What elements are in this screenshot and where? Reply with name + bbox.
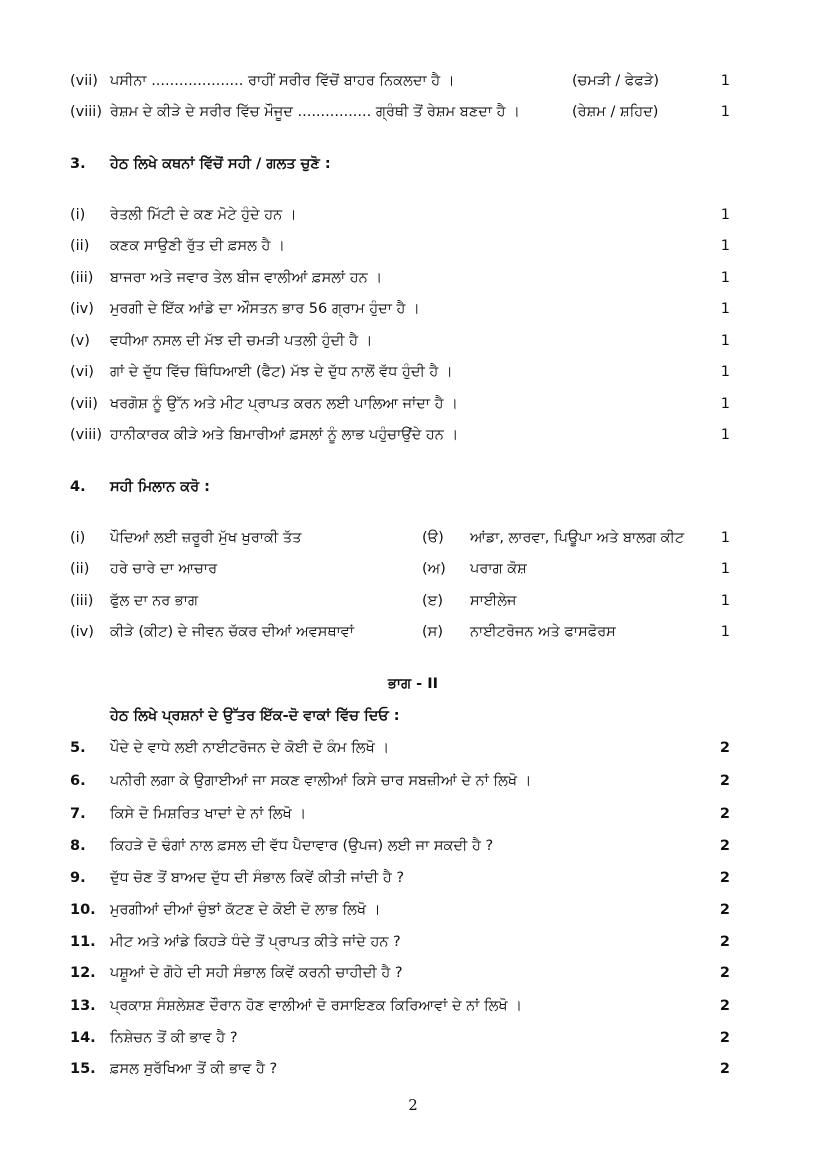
question-marks: 2: [719, 1061, 730, 1077]
question-number: 13.: [70, 998, 96, 1014]
match-column-b: ਨਾਈਟਰੋਜਨ ਅਤੇ ਫਾਸਫੋਰਸ: [470, 624, 616, 640]
match-column-b: ਪਰਾਗ ਕੋਸ਼: [470, 561, 527, 577]
item-marks: 1: [720, 427, 730, 443]
match-column-a: ਫੁੱਲ ਦਾ ਨਰ ਭਾਗ: [110, 593, 199, 609]
item-number: (iv): [70, 301, 94, 317]
item-number: (vii): [70, 73, 98, 89]
short-question: [0, 803, 826, 825]
short-question: [0, 737, 826, 759]
item-number: (iii): [70, 593, 94, 609]
question-number: 10.: [70, 902, 96, 918]
blank-item: [0, 101, 826, 123]
item-marks: 1: [720, 238, 730, 254]
true-false-item: [0, 235, 826, 257]
blank-item: [0, 70, 826, 92]
short-question: [0, 899, 826, 921]
question-text: ਪੌਦੇ ਦੇ ਵਾਧੇ ਲਈ ਨਾਈਟਰੋਜਨ ਦੇ ਕੋਈ ਦੋ ਕੰਮ ਲਿਖੋ ।: [110, 740, 390, 756]
item-text: ਵਧੀਆ ਨਸਲ ਦੀ ਮੱਝ ਦੀ ਚਮੜੀ ਪਤਲੀ ਹੁੰਦੀ ਹੈ ।: [110, 333, 373, 349]
item-number: (vi): [70, 364, 94, 380]
match-item: [0, 527, 826, 549]
item-number: (ii): [70, 238, 90, 254]
question-text: ਫ਼ਸਲ ਸੁਰੱਖਿਆ ਤੋਂ ਕੀ ਭਾਵ ਹੈ ?: [110, 1061, 278, 1077]
item-marks: 1: [720, 561, 730, 577]
item-marks: 1: [720, 624, 730, 640]
item-text: ਕਣਕ ਸਾਉਣੀ ਰੁੱਤ ਦੀ ਫ਼ਸਲ ਹੈ ।: [110, 238, 285, 254]
item-marks: 1: [720, 207, 730, 223]
short-question: [0, 1058, 826, 1080]
short-question: [0, 867, 826, 889]
item-marks: 1: [720, 364, 730, 380]
item-text: ਖਰਗੋਸ਼ ਨੂੰ ਉੱਨ ਅਤੇ ਮੀਟ ਪ੍ਰਾਪਤ ਕਰਨ ਲਈ ਪਾਲਿਆ ਜਾਂਦਾ ਹੈ ।: [110, 396, 458, 412]
item-text: ਰੇਸ਼ਮ ਦੇ ਕੀੜੇ ਦੇ ਸਰੀਰ ਵਿੱਚ ਮੌਜੂਦ ................ ਗ੍ਰੰਥੀ ਤੋਂ ਰੇਸ਼ਮ ਬਣਦਾ ਹੈ ।: [110, 104, 520, 120]
short-question: [0, 1027, 826, 1049]
item-number: (i): [70, 207, 86, 223]
true-false-item: [0, 424, 826, 446]
question-marks: 2: [719, 902, 730, 918]
question-text: ਪਸ਼ੂਆਂ ਦੇ ਗੋਹੇ ਦੀ ਸਹੀ ਸੰਭਾਲ ਕਿਵੇਂ ਕਰਨੀ ਚਾਹੀਦੀ ਹੈ ?: [110, 965, 403, 981]
match-column-b: ਆਂਡਾ, ਲਾਰਵਾ, ਪਿਊਪਾ ਅਤੇ ਬਾਲਗ ਕੀਟ: [470, 530, 685, 546]
item-marks: 1: [720, 530, 730, 546]
match-item: [0, 621, 826, 643]
question-number: 6.: [70, 773, 86, 789]
match-code: (ਅ): [422, 561, 446, 577]
item-number: (iii): [70, 270, 94, 286]
question-text: ਪਨੀਰੀ ਲਗਾ ਕੇ ਉਗਾਈਆਂ ਜਾ ਸਕਣ ਵਾਲੀਆਂ ਕਿਸੇ ਚਾਰ ਸਬਜ਼ੀਆਂ ਦੇ ਨਾਂ ਲਿਖੋ ।: [110, 773, 532, 789]
question-text: ਨਿਸ਼ੇਚਨ ਤੋਂ ਕੀ ਭਾਵ ਹੈ ?: [110, 1030, 238, 1046]
true-false-item: [0, 267, 826, 289]
match-item: [0, 558, 826, 580]
question-text: ਮੀਟ ਅਤੇ ਆਂਡੇ ਕਿਹੜੇ ਧੰਦੇ ਤੋਂ ਪ੍ਰਾਪਤ ਕੀਤੇ ਜਾਂਦੇ ਹਨ ?: [110, 934, 401, 950]
short-question: [0, 835, 826, 857]
question-text: ਪ੍ਰਕਾਸ਼ ਸੰਸ਼ਲੇਸ਼ਣ ਦੌਰਾਨ ਹੋਣ ਵਾਲੀਆਂ ਦੋ ਰਸਾਇਣਕ ਕਿਰਿਆਵਾਂ ਦੇ ਨਾਂ ਲਿਖੋ ।: [110, 998, 522, 1014]
question-number: 9.: [70, 870, 86, 886]
question-text: ਦੁੱਧ ਚੋਣ ਤੋਂ ਬਾਅਦ ਦੁੱਧ ਦੀ ਸੰਭਾਲ ਕਿਵੇਂ ਕੀਤੀ ਜਾਂਦੀ ਹੈ ?: [110, 870, 405, 886]
match-code: (ੲ): [422, 593, 443, 609]
item-marks: 1: [720, 396, 730, 412]
item-number: (vii): [70, 396, 98, 412]
question-number: 14.: [70, 1030, 96, 1046]
question-number: 7.: [70, 806, 86, 822]
item-text: ਪਸੀਨਾ .................... ਰਾਹੀਂ ਸਰੀਰ ਵਿੱਚੋਂ ਬਾਹਰ ਨਿਕਲਦਾ ਹੈ ।: [110, 73, 455, 89]
question-number: 3.: [70, 156, 86, 172]
short-question: [0, 931, 826, 953]
item-text: ਮੁਰਗੀ ਦੇ ਇੱਕ ਆਂਡੇ ਦਾ ਔਸਤਨ ਭਾਰ 56 ਗ੍ਰਾਮ ਹੁੰਦਾ ਹੈ ।: [110, 301, 420, 317]
question-marks: 2: [719, 934, 730, 950]
item-marks: 1: [720, 104, 730, 120]
item-marks: 1: [720, 270, 730, 286]
short-question: [0, 962, 826, 984]
question-marks: 2: [719, 740, 730, 756]
true-false-item: [0, 330, 826, 352]
instruction-text: ਹੇਠ ਲਿਖੇ ਪ੍ਰਸ਼ਨਾਂ ਦੇ ਉੱਤਰ ਇੱਕ-ਦੋ ਵਾਕਾਂ ਵਿੱਚ ਦਿਓ :: [110, 708, 400, 724]
match-column-b: ਸਾਈਲੇਜ: [470, 593, 517, 609]
item-text: ਰੇਤਲੀ ਮਿੱਟੀ ਦੇ ਕਣ ਮੋਟੇ ਹੁੰਦੇ ਹਨ ।: [110, 207, 297, 223]
item-options: (ਚਮੜੀ / ਫੇਫੜੇ): [572, 73, 659, 89]
item-number: (iv): [70, 624, 94, 640]
match-code: (ਸ): [422, 624, 443, 640]
question-number: 11.: [70, 934, 96, 950]
match-item: [0, 590, 826, 612]
match-code: (ੳ): [422, 530, 444, 546]
question-text: ਮੁਰਗੀਆਂ ਦੀਆਂ ਚੁੰਝਾਂ ਕੱਟਣ ਦੇ ਕੋਈ ਦੋ ਲਾਭ ਲਿਖੋ ।: [110, 902, 381, 918]
question-text: ਕਿਹੜੇ ਦੋ ਢੰਗਾਂ ਨਾਲ ਫ਼ਸਲ ਦੀ ਵੱਧ ਪੈਦਾਵਾਰ (ਉਪਜ) ਲਈ ਜਾ ਸਕਦੀ ਹੈ ?: [110, 838, 494, 854]
question-number: 5.: [70, 740, 86, 756]
question-text: ਕਿਸੇ ਦੋ ਮਿਸ਼ਰਿਤ ਖਾਦਾਂ ਦੇ ਨਾਂ ਲਿਖੋ ।: [110, 806, 307, 822]
item-number: (ii): [70, 561, 90, 577]
question-marks: 2: [719, 1030, 730, 1046]
item-text: ਗਾਂ ਦੇ ਦੁੱਧ ਵਿੱਚ ਥਿੰਧਿਆਈ (ਫੈਟ) ਮੱਝ ਦੇ ਦੁੱਧ ਨਾਲੋਂ ਵੱਧ ਹੁੰਦੀ ਹੈ ।: [110, 364, 453, 380]
page-number: 2: [408, 1096, 418, 1114]
question-number: 12.: [70, 965, 96, 981]
item-number: (viii): [70, 427, 102, 443]
question-heading-text: ਸਹੀ ਮਿਲਾਨ ਕਰੋ :: [110, 479, 210, 495]
item-text: ਹਾਨੀਕਾਰਕ ਕੀੜੇ ਅਤੇ ਬਿਮਾਰੀਆਂ ਫ਼ਸਲਾਂ ਨੂੰ ਲਾਭ ਪਹੁੰਚਾਉਂਦੇ ਹਨ ।: [110, 427, 459, 443]
item-options: (ਰੇਸ਼ਮ / ਸ਼ਹਿਦ): [572, 104, 659, 120]
item-marks: 1: [720, 333, 730, 349]
short-question: [0, 995, 826, 1017]
question-marks: 2: [719, 870, 730, 886]
match-column-a: ਪੌਦਿਆਂ ਲਈ ਜ਼ਰੂਰੀ ਮੁੱਖ ਖੁਰਾਕੀ ਤੱਤ: [110, 530, 302, 546]
match-column-a: ਹਰੇ ਚਾਰੇ ਦਾ ਆਚਾਰ: [110, 561, 218, 577]
question-marks: 2: [719, 806, 730, 822]
question-marks: 2: [719, 965, 730, 981]
question-4-heading: [0, 476, 826, 498]
item-number: (viii): [70, 104, 102, 120]
question-marks: 2: [719, 773, 730, 789]
question-number: 15.: [70, 1061, 96, 1077]
question-heading-text: ਹੇਠ ਲਿਖੇ ਕਥਨਾਂ ਵਿੱਚੋਂ ਸਹੀ / ਗਲਤ ਚੁਣੋ :: [110, 156, 331, 172]
question-3-heading: [0, 153, 826, 175]
question-number: 8.: [70, 838, 86, 854]
true-false-item: [0, 298, 826, 320]
item-marks: 1: [720, 301, 730, 317]
item-marks: 1: [720, 73, 730, 89]
question-marks: 2: [719, 998, 730, 1014]
part-2-title: [0, 673, 826, 695]
section-title: ਭਾਗ - II: [387, 676, 439, 692]
item-number: (v): [70, 333, 90, 349]
item-text: ਬਾਜਰਾ ਅਤੇ ਜਵਾਰ ਤੇਲ ਬੀਜ ਵਾਲੀਆਂ ਫ਼ਸਲਾਂ ਹਨ ।: [110, 270, 383, 286]
match-column-a: ਕੀੜੇ (ਕੀਟ) ਦੇ ਜੀਵਨ ਚੱਕਰ ਦੀਆਂ ਅਵਸਥਾਵਾਂ: [110, 624, 354, 640]
question-number: 4.: [70, 479, 86, 495]
true-false-item: [0, 204, 826, 226]
short-question: [0, 770, 826, 792]
part-2-instruction: [0, 705, 826, 727]
true-false-item: [0, 361, 826, 383]
item-number: (i): [70, 530, 86, 546]
question-marks: 2: [719, 838, 730, 854]
item-marks: 1: [720, 593, 730, 609]
true-false-item: [0, 393, 826, 415]
